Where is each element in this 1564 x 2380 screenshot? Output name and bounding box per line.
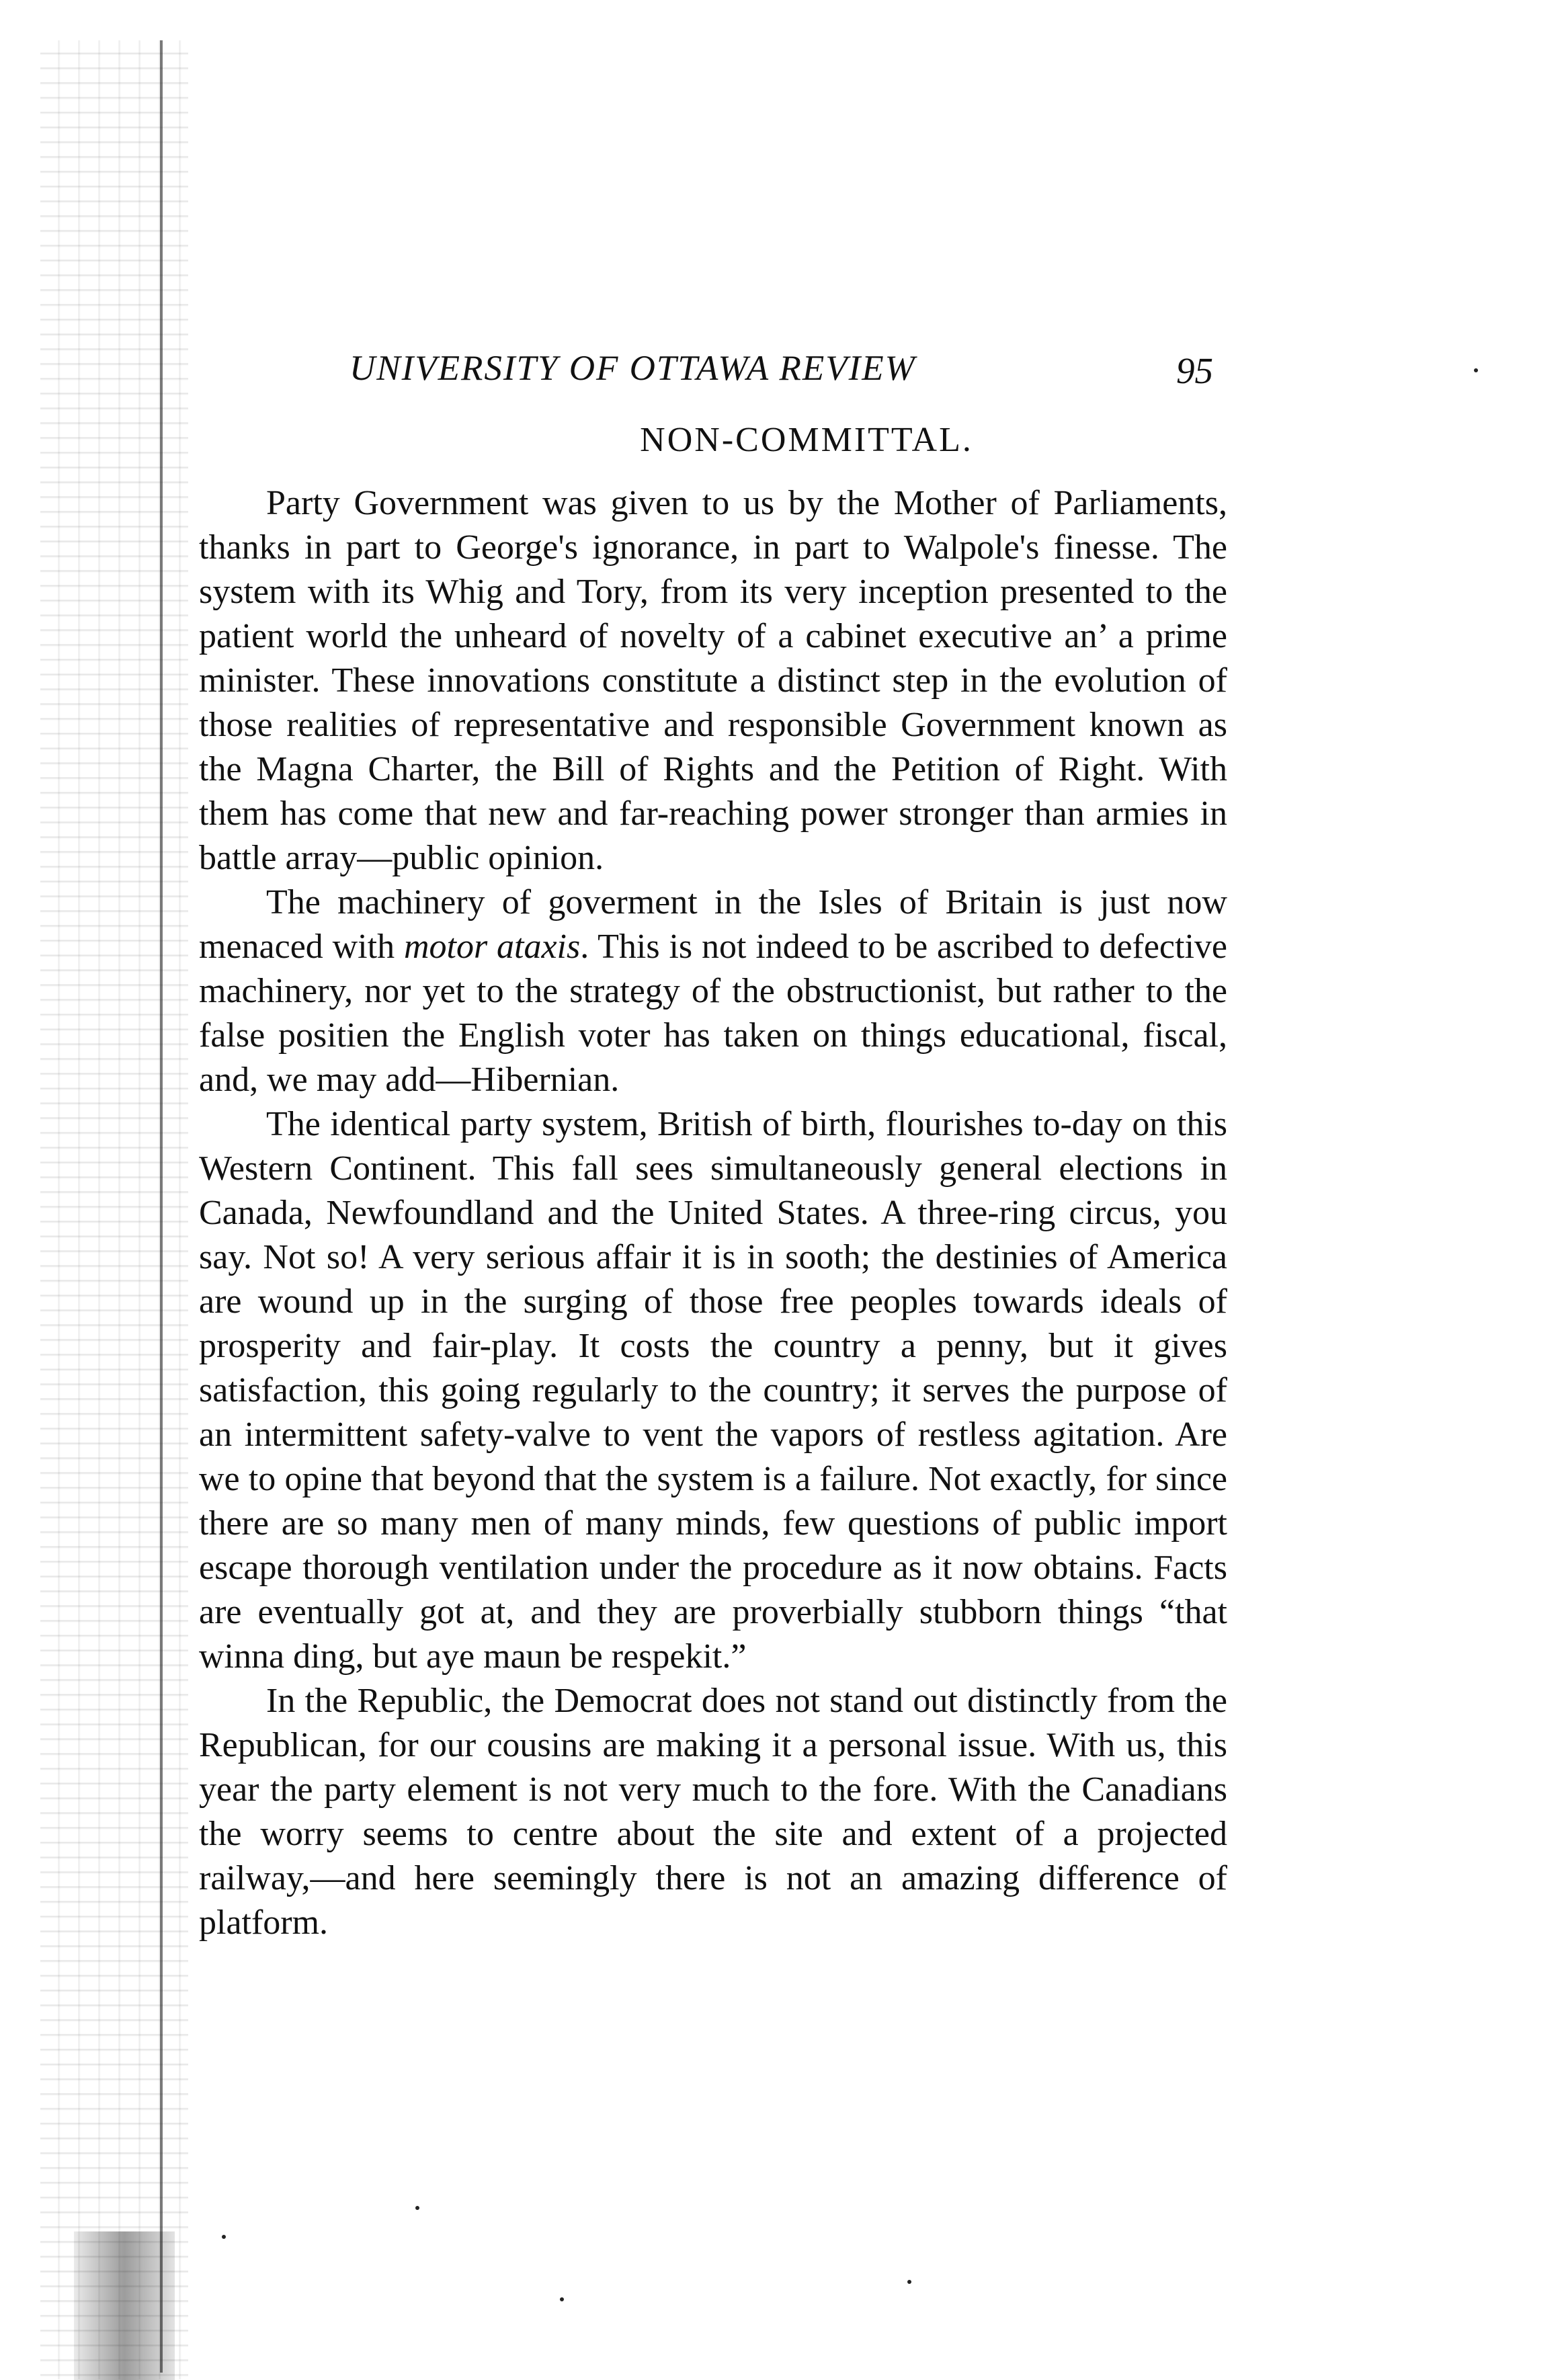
page-number: 95 bbox=[1176, 350, 1213, 391]
scan-speck bbox=[907, 2280, 911, 2284]
paragraph-2-text-b: . This is not indeed to be ascribed to defective machinery, nor yet to the strategy of the obstructionist, but rather to the false positien the English voter has taken on things educational, fiscal, and, we may add—Hibernian. bbox=[199, 928, 1227, 1099]
running-head: UNIVERSITY OF OTTAWA REVIEW bbox=[349, 349, 916, 388]
binding-rule bbox=[160, 40, 163, 2373]
article-title: NON-COMMITTAL. bbox=[640, 421, 973, 459]
paragraph-2-text-a: The machinery of goverment in the Isles of Britain is just now menaced with bbox=[199, 883, 1227, 966]
paragraph-1: Party Government was given to us by the Mother of Parliaments, thanks in part to George's ignorance, in part to Walpole's finesse. The system with its Whig and Tory, from its very inception presented to the patient world the unheard of novelty of a cabinet executive an’ a prime minister. These innovations constitute a distinct step in the evolution of those realities of representative and responsible Government known as the Magna Charter, the Bill of Rights and the Petition of Right. With them has come that new and far-reaching power stronger than armies in battle array—public opinion. bbox=[199, 484, 1227, 877]
paragraph-2 bbox=[199, 880, 1227, 1102]
page-binding-edge bbox=[40, 40, 188, 2379]
paragraph-3: The identical party system, British of birth, flourishes to-day on this Western Continent. This fall sees simultaneously general elections in Canada, Newfoundland and the United States. A three-ring circus, you say. Not so! A very serious affair it is in sooth; the destinies of America are wound up in the surging of those free peoples towards ideals of prosperity and fair-play. It costs the country a penny, but it gives satisfaction, this going regularly to the country; it serves the purpose of an intermittent safety-valve to vent the vapors of restless agitation. Are we to opine that beyond that the system is a failure. Not exactly, for since there are so many men of many minds, few questions of public import escape thorough ventilation under the procedure as it now obtains. Facts are eventually got at, and they are proverbially stubborn things “that winna ding, but aye maun be respekit.” bbox=[199, 1105, 1227, 1676]
paragraph-2-italic: motor ataxis bbox=[403, 928, 581, 966]
article-body bbox=[199, 481, 1227, 1945]
scan-speck bbox=[560, 2297, 564, 2301]
binding-shadow bbox=[74, 2231, 175, 2380]
scan-speck bbox=[1474, 368, 1478, 372]
scan-speck bbox=[415, 2206, 419, 2210]
scan-speck bbox=[222, 2235, 226, 2239]
paragraph-4: In the Republic, the Democrat does not stand out distinctly from the Republican, for our cousins are making it a personal issue. With us, this year the party element is not very much to the fore. With the Canadians the worry seems to centre about the site and extent of a projected railway,—and here seemingly there is not an amazing difference of platform. bbox=[199, 1682, 1227, 1942]
